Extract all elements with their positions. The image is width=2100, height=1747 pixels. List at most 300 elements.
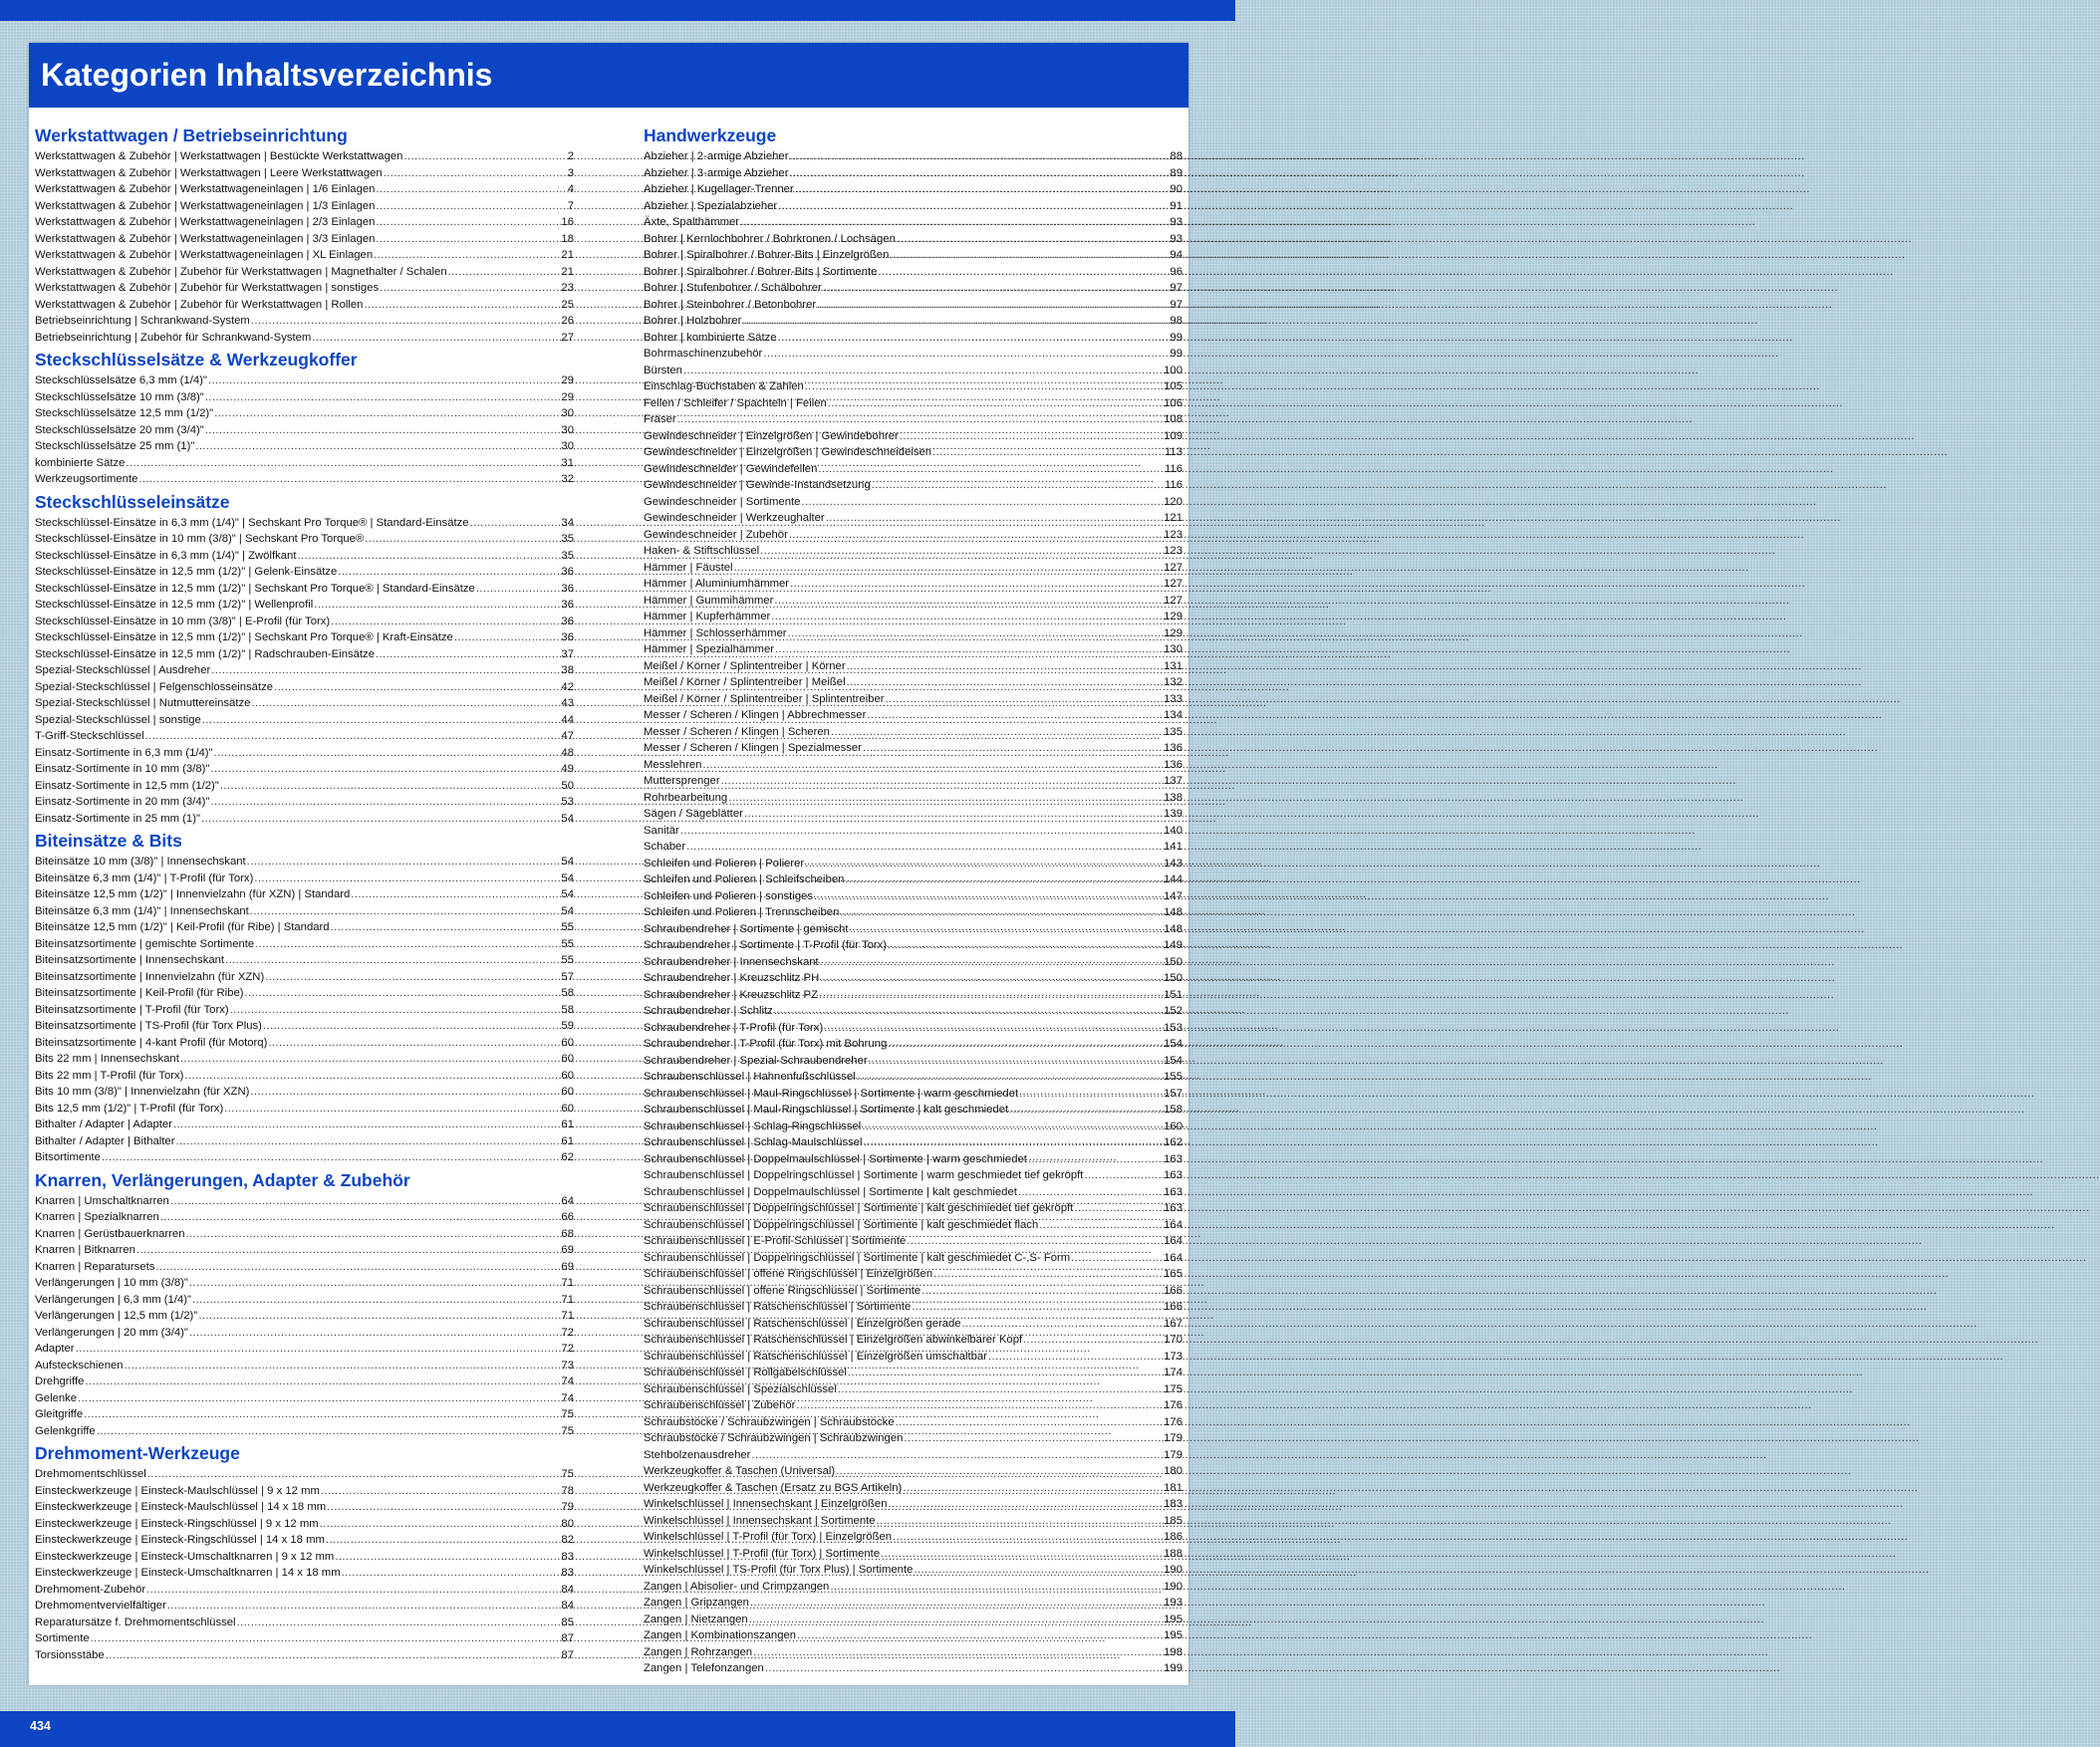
dot-leader xyxy=(247,854,561,871)
dot-leader xyxy=(365,531,560,548)
dot-leader xyxy=(202,712,561,729)
toc-entry-page: 130 xyxy=(1164,643,1182,655)
toc-entry-page: 74 xyxy=(561,1391,574,1404)
toc-entry-label: Schraubenschlüssel | Ratschenschlüssel | Einzelgrößen umschaltbar xyxy=(644,1350,987,1363)
toc-entry-label: Bitsortimente xyxy=(35,1151,101,1163)
toc-entry-page: 91 xyxy=(1170,199,1182,212)
dot-leader xyxy=(805,378,1163,395)
toc-entry-label: Schraubenschlüssel | offene Ringschlüssel | Einzelgrößen xyxy=(644,1268,933,1280)
dot-leader xyxy=(338,564,560,581)
toc-entry-page: 88 xyxy=(1170,150,1182,162)
dot-leader xyxy=(750,1595,1163,1612)
toc-entry-page: 53 xyxy=(561,796,574,808)
toc-entry xyxy=(35,231,574,248)
dot-leader xyxy=(828,395,1163,412)
toc-entry xyxy=(644,1660,1182,1677)
toc-entry-page: 188 xyxy=(1164,1547,1182,1560)
toc-entry xyxy=(644,593,1182,610)
dot-leader xyxy=(850,921,1164,938)
toc-entry-label: Einsatz-Sortimente in 25 mm (1)" xyxy=(35,812,200,825)
top-bar xyxy=(0,0,1235,21)
toc-entry xyxy=(35,405,574,422)
toc-entry-label: Schraubenschlüssel | offene Ringschlüssel | Sortimente xyxy=(644,1284,921,1297)
toc-entry-page: 44 xyxy=(561,713,574,726)
toc-entry-page: 138 xyxy=(1164,791,1182,804)
dot-leader xyxy=(988,1349,1163,1366)
toc-entry xyxy=(644,330,1182,347)
toc-entry xyxy=(644,543,1182,560)
toc-entry-page: 148 xyxy=(1164,922,1182,935)
toc-entry-label: Bohrer | kombinierte Sätze xyxy=(644,331,777,344)
toc-entry xyxy=(35,1292,574,1309)
toc-entry xyxy=(644,1266,1182,1283)
page-number: 434 xyxy=(30,1719,51,1733)
toc-entry xyxy=(644,1414,1182,1431)
dot-leader xyxy=(255,936,560,953)
toc-entry-label: Steckschlüssel-Einsätze in 12,5 mm (1/2)" | Sechskant Pro Torque® | Standard-Einsätze xyxy=(35,582,475,595)
section-title: Steckschlüsseleinsätze xyxy=(35,491,230,512)
dot-leader xyxy=(364,297,560,314)
toc-entry-page: 141 xyxy=(1164,841,1182,853)
dot-leader xyxy=(763,346,1169,363)
dot-leader xyxy=(327,1499,560,1516)
dot-leader xyxy=(106,1647,561,1664)
toc-entry xyxy=(35,313,574,330)
toc-entry xyxy=(644,954,1182,971)
page-title: Kategorien Inhaltsverzeichnis xyxy=(29,43,1188,108)
toc-entry-label: Adapter xyxy=(35,1343,75,1355)
toc-entry xyxy=(644,477,1182,494)
toc-entry-label: Aufsteckschienen xyxy=(35,1359,124,1372)
toc-entry xyxy=(644,1644,1182,1661)
toc-entry-page: 152 xyxy=(1164,1005,1182,1017)
toc-entry-label: Bohrer | Kernlochbohrer / Bohrkronen / Lochsägen xyxy=(644,232,896,245)
section-title: Biteinsätze & Bits xyxy=(35,831,182,851)
toc-entry-label: Winkelschlüssel | T-Profil (für Torx) | Einzelgrößen xyxy=(644,1531,893,1543)
toc-entry-label: Reparatursätze f. Drehmomentschlüssel xyxy=(35,1616,236,1628)
dot-leader xyxy=(1074,1200,1163,1217)
toc-entry-page: 105 xyxy=(1164,380,1182,392)
toc-entry-label: Gelenke xyxy=(35,1391,78,1404)
toc-entry xyxy=(644,806,1182,823)
toc-entry-label: Verlängerungen | 6,3 mm (1/4)" xyxy=(35,1293,192,1306)
toc-entry xyxy=(35,1193,574,1210)
toc-entry xyxy=(35,214,574,231)
toc-entry xyxy=(644,444,1182,461)
dot-leader xyxy=(1009,1102,1163,1119)
toc-entry xyxy=(644,1053,1182,1070)
dot-leader xyxy=(331,614,560,630)
dot-leader xyxy=(214,405,560,422)
toc-entry-label: Zangen | Rohrzangen xyxy=(644,1645,753,1658)
toc-entry-label: Hämmer | Schlosserhämmer xyxy=(644,626,787,639)
toc-entry-label: Schleifen und Polieren | sonstiges xyxy=(644,889,813,902)
toc-entry-label: Schraubenschlüssel | Maul-Ringschlüssel | Sortimente | kalt geschmiedet xyxy=(644,1104,1009,1116)
toc-entry-page: 36 xyxy=(561,615,574,627)
dot-leader xyxy=(900,428,1163,445)
toc-entry-page: 98 xyxy=(1170,315,1182,327)
dot-leader xyxy=(250,903,561,920)
toc-entry-page: 49 xyxy=(561,763,574,775)
toc-entry-page: 50 xyxy=(561,779,574,792)
toc-entry-label: Einsteckwerkzeuge | Einsteck-Maulschlüssel | 14 x 18 mm xyxy=(35,1501,327,1513)
toc-entry xyxy=(35,1101,574,1118)
dot-leader xyxy=(180,1051,561,1068)
toc-entry-label: Drehmomentvervielfältiger xyxy=(35,1600,166,1612)
toc-entry-page: 61 xyxy=(561,1119,574,1130)
toc-entry-label: Knarren | Reparatursets xyxy=(35,1260,155,1273)
toc-entry xyxy=(35,871,574,887)
toc-entry-label: Abzieher | 2-armige Abzieher xyxy=(644,150,789,162)
toc-entry-label: Bohrer | Steinbohrer / Betonbohrer xyxy=(644,298,817,311)
toc-entry-label: Verlängerungen | 10 mm (3/8)" xyxy=(35,1277,188,1289)
toc-entry-label: Drehgriffe xyxy=(35,1375,85,1387)
toc-entry xyxy=(35,148,574,165)
dot-leader xyxy=(904,1430,1163,1447)
toc-entry xyxy=(35,1035,574,1052)
toc-entry-page: 116 xyxy=(1164,479,1182,491)
section-title: Drehmoment-Werkzeuge xyxy=(35,1443,240,1463)
toc-entry-label: Knarren | Bitknarren xyxy=(35,1244,135,1256)
bottom-bar xyxy=(0,1711,1235,1747)
toc-entry-label: Verlängerungen | 12,5 mm (1/2)" xyxy=(35,1310,198,1322)
dot-leader xyxy=(933,1266,1163,1283)
toc-entry-page: 55 xyxy=(561,921,574,933)
toc-entry-page: 127 xyxy=(1164,594,1182,607)
toc-entry xyxy=(35,1647,574,1664)
toc-entry xyxy=(644,1397,1182,1414)
dot-leader xyxy=(195,438,560,455)
toc-entry xyxy=(35,936,574,953)
toc-entry-page: 25 xyxy=(561,298,574,311)
dot-leader xyxy=(1018,1184,1163,1201)
dot-leader xyxy=(1019,1086,1163,1103)
toc-entry-page: 193 xyxy=(1164,1597,1182,1609)
dot-leader xyxy=(890,247,1169,264)
dot-leader xyxy=(848,1365,1163,1381)
section-title: Steckschlüsselsätze & Werkzeugkoffer xyxy=(35,350,358,370)
dot-leader xyxy=(932,444,1164,461)
dot-leader xyxy=(331,919,561,936)
toc-entry-label: Steckschlüssel-Einsätze in 10 mm (3/8)" | E-Profil (für Torx) xyxy=(35,615,331,627)
toc-entry-page: 30 xyxy=(561,423,574,436)
toc-entry-page: 16 xyxy=(561,216,574,228)
dot-leader xyxy=(753,1644,1163,1661)
dot-leader xyxy=(184,1068,560,1085)
toc-entry-label: kombinierte Sätze xyxy=(35,456,126,469)
dot-leader xyxy=(205,389,561,406)
toc-entry-label: Abzieher | Kugellager-Trenner xyxy=(644,183,794,195)
toc-entry-page: 21 xyxy=(561,249,574,261)
toc-entry-label: Gleitgriffe xyxy=(35,1408,84,1420)
dot-leader xyxy=(263,1018,561,1035)
toc-entry-label: Spezial-Steckschlüssel | Felgenschlosseinsätze xyxy=(35,680,274,693)
toc-entry xyxy=(644,1496,1182,1513)
dot-leader xyxy=(760,543,1163,560)
toc-entry xyxy=(644,1069,1182,1086)
toc-entry-label: Hämmer | Aluminiumhämmer xyxy=(644,578,790,590)
toc-entry-page: 129 xyxy=(1164,626,1182,639)
toc-entry-label: Bohrer | Holzbohrer xyxy=(644,315,742,327)
toc-entry-page: 136 xyxy=(1164,742,1182,754)
dot-leader xyxy=(820,954,1163,971)
dot-leader xyxy=(376,646,560,663)
dot-leader xyxy=(869,1053,1164,1070)
toc-entry-label: Schraubstöcke / Schraubzwingen | Schraubstöcke xyxy=(644,1415,895,1428)
toc-entry xyxy=(35,422,574,439)
toc-entry-page: 170 xyxy=(1164,1334,1182,1346)
toc-entry xyxy=(644,641,1182,658)
toc-entry-page: 29 xyxy=(561,374,574,386)
toc-entry-page: 35 xyxy=(561,549,574,562)
toc-entry-label: Meißel / Körner / Splintentreiber | Körner xyxy=(644,659,846,672)
toc-entry-page: 2 xyxy=(567,150,574,162)
toc-entry xyxy=(644,823,1182,840)
dot-leader xyxy=(749,1612,1163,1628)
toc-entry xyxy=(644,1627,1182,1644)
toc-entry-label: Werkzeugsortimente xyxy=(35,473,138,485)
toc-entry-label: Torsionsstäbe xyxy=(35,1648,105,1661)
dot-leader xyxy=(886,691,1164,708)
dot-leader xyxy=(857,1069,1163,1086)
toc-entry-page: 160 xyxy=(1164,1120,1182,1132)
toc-entry-page: 78 xyxy=(561,1484,574,1497)
dot-leader xyxy=(225,952,560,969)
toc-entry-label: Werkstattwagen & Zubehör | Werkstattwagen | Bestückte Werkstattwagen xyxy=(35,150,403,162)
toc-entry-label: Einsatz-Sortimente in 10 mm (3/8)" xyxy=(35,763,210,775)
toc-entry xyxy=(35,471,574,488)
toc-entry xyxy=(644,839,1182,856)
dot-leader xyxy=(454,629,561,646)
dot-leader xyxy=(470,515,561,532)
dot-leader xyxy=(863,740,1163,757)
dot-leader xyxy=(728,790,1163,807)
dot-leader xyxy=(173,1117,560,1133)
toc-entry xyxy=(35,1226,574,1243)
toc-entry-page: 157 xyxy=(1164,1087,1182,1100)
toc-entry xyxy=(35,1242,574,1259)
toc-entry-label: Bohrer | Spiralbohrer / Bohrer-Bits | Sortimente xyxy=(644,265,878,278)
dot-leader xyxy=(254,871,560,887)
dot-leader xyxy=(155,1259,560,1276)
toc-entry-label: Gewindeschneider | Werkzeughalter xyxy=(644,512,825,524)
toc-entry-label: Steckschlüssel-Einsätze in 6,3 mm (1/4)" | Sechskant Pro Torque® | Standard-Einsätze xyxy=(35,516,469,529)
toc-entry-label: Steckschlüssel-Einsätze in 12,5 mm (1/2)" | Gelenk-Einsätze xyxy=(35,566,338,578)
toc-entry xyxy=(35,1275,574,1292)
dot-leader xyxy=(170,1193,561,1210)
toc-entry-page: 37 xyxy=(561,647,574,660)
toc-entry-page: 173 xyxy=(1164,1350,1182,1363)
toc-entry xyxy=(644,1283,1182,1300)
toc-entry-page: 176 xyxy=(1164,1399,1182,1411)
dot-leader xyxy=(775,641,1163,658)
toc-entry xyxy=(644,1250,1182,1267)
dot-leader xyxy=(867,707,1163,724)
toc-entry-label: Biteinsatzsortimente | 4-kant Profil (für Motorq) xyxy=(35,1036,268,1049)
toc-entry xyxy=(35,1516,574,1533)
dot-leader xyxy=(211,662,560,679)
toc-entry-label: Spezial-Steckschlüssel | Nutmuttereinsätze xyxy=(35,697,251,709)
dot-leader xyxy=(914,1562,1163,1579)
toc-entry xyxy=(35,761,574,778)
toc-entry xyxy=(35,1598,574,1615)
dot-leader xyxy=(250,1084,560,1101)
toc-entry-label: Schraubenschlüssel | Schlag-Ringschlüssel xyxy=(644,1120,862,1132)
toc-entry xyxy=(35,597,574,614)
toc-entry-label: Sanitär xyxy=(644,824,679,837)
dot-leader xyxy=(167,1598,561,1615)
toc-entry-label: Zangen | Nietzangen xyxy=(644,1613,748,1625)
dot-leader xyxy=(320,1516,561,1533)
dot-leader xyxy=(230,1002,561,1019)
toc-entry-label: Werkstattwagen & Zubehör | Werkstattwageneinlagen | 1/3 Einlagen xyxy=(35,199,376,212)
toc-entry xyxy=(35,712,574,729)
toc-entry xyxy=(644,609,1182,625)
toc-entry-page: 58 xyxy=(561,1003,574,1016)
toc-entry xyxy=(644,494,1182,511)
toc-entry-label: Meißel / Körner / Splintentreiber | Meißel xyxy=(644,676,846,688)
toc-entry xyxy=(35,679,574,696)
toc-entry-label: Messer / Scheren / Klingen | Scheren xyxy=(644,725,830,738)
toc-entry xyxy=(644,428,1182,445)
toc-entry-page: 35 xyxy=(561,533,574,545)
toc-entry-label: Knarren | Gerüstbauerknarren xyxy=(35,1227,185,1240)
toc-entry xyxy=(644,576,1182,593)
toc-entry xyxy=(35,695,574,712)
toc-entry xyxy=(644,560,1182,577)
dot-leader xyxy=(801,494,1163,511)
dot-leader xyxy=(765,1660,1163,1677)
dot-leader xyxy=(237,1615,561,1631)
toc-entry-label: Werkstattwagen & Zubehör | Werkstattwageneinlagen | 2/3 Einlagen xyxy=(35,216,376,228)
dot-leader xyxy=(805,856,1163,873)
toc-entry xyxy=(644,346,1182,363)
toc-entry-page: 26 xyxy=(561,315,574,327)
toc-entry-label: Biteinsätze 12,5 mm (1/2)" | Innenvielzahn (für XZN) | Standard xyxy=(35,888,351,900)
toc-entry-page: 71 xyxy=(561,1277,574,1289)
dot-leader xyxy=(864,1134,1164,1151)
toc-entry xyxy=(644,1612,1182,1628)
section-title: Werkstattwagen / Betriebseinrichtung xyxy=(35,125,348,145)
toc-entry-page: 42 xyxy=(561,680,574,693)
toc-entry xyxy=(644,856,1182,873)
toc-entry-label: Einsteckwerkzeuge | Einsteck-Ringschlüssel | 9 x 12 mm xyxy=(35,1517,319,1530)
toc-entry-label: Werkstattwagen & Zubehör | Werkstattwageneinlagen | 1/6 Einlagen xyxy=(35,183,376,195)
dot-leader xyxy=(201,811,560,828)
toc-entry xyxy=(644,280,1182,297)
dot-leader xyxy=(881,1546,1163,1563)
dot-leader xyxy=(78,1390,560,1407)
dot-leader xyxy=(265,969,560,986)
dot-leader xyxy=(91,1630,561,1647)
dot-leader xyxy=(921,1283,1163,1300)
toc-entry xyxy=(35,1149,574,1166)
dot-leader xyxy=(896,1414,1164,1431)
toc-entry xyxy=(644,1151,1182,1168)
toc-entry xyxy=(35,1373,574,1390)
toc-entry-page: 27 xyxy=(561,331,574,344)
toc-entry-label: Bits 22 mm | Innensechskant xyxy=(35,1053,179,1065)
toc-entry-label: Einsteckwerkzeuge | Einsteck-Umschaltknarren | 14 x 18 mm xyxy=(35,1567,341,1579)
toc-entry xyxy=(644,1086,1182,1103)
toc-entry-label: Gelenkgriffe xyxy=(35,1424,96,1437)
toc-entry-label: Bithalter / Adapter | Bithalter xyxy=(35,1134,175,1147)
dot-leader xyxy=(677,411,1164,428)
dot-leader xyxy=(198,1308,560,1325)
toc-entry-page: 134 xyxy=(1164,709,1182,721)
toc-entry-label: Fräser xyxy=(644,413,676,425)
dot-leader xyxy=(872,477,1164,494)
dot-leader xyxy=(734,560,1164,577)
toc-entry xyxy=(35,1209,574,1226)
dot-leader xyxy=(877,1513,1164,1530)
dot-leader xyxy=(326,1532,561,1549)
toc-entry-label: Schraubenschlüssel | Doppelringschlüssel | Sortimente | warm geschmiedet tief gekröpft xyxy=(644,1169,1084,1181)
dot-leader xyxy=(1071,1250,1163,1267)
toc-entry-label: Schraubstöcke / Schraubzwingen | Schraubzwingen xyxy=(644,1432,904,1444)
dot-leader xyxy=(160,1209,561,1226)
dot-leader xyxy=(297,548,560,565)
dot-leader xyxy=(897,231,1170,248)
toc-entry xyxy=(35,646,574,663)
toc-entry-page: 57 xyxy=(561,970,574,983)
dot-leader xyxy=(84,1406,560,1423)
dot-leader xyxy=(126,455,560,472)
toc-entry-label: Gewindeschneider | Einzelgrößen | Gewindeschneideisen xyxy=(644,446,932,458)
toc-entry-label: Zangen | Kombinationszangen xyxy=(644,1629,797,1641)
toc-entry-page: 151 xyxy=(1164,988,1182,1001)
toc-entry-page: 30 xyxy=(561,407,574,419)
dot-leader xyxy=(742,313,1169,330)
toc-entry xyxy=(35,1423,574,1440)
dot-leader xyxy=(862,1119,1163,1135)
toc-entry-page: 120 xyxy=(1164,495,1182,508)
toc-entry xyxy=(644,921,1182,938)
toc-entry xyxy=(644,297,1182,314)
toc-entry-label: Gewindeschneider | Sortimente xyxy=(644,495,801,508)
section-title: Knarren, Verlängerungen, Adapter & Zubehör xyxy=(35,1169,410,1190)
toc-entry-page: 136 xyxy=(1164,758,1182,771)
dot-leader xyxy=(448,264,561,281)
dot-leader xyxy=(1023,1332,1163,1349)
toc-entry-page: 54 xyxy=(561,872,574,884)
toc-entry-label: Schraubendreher | Kreuzschlitz PH xyxy=(644,972,820,984)
dot-leader xyxy=(797,1627,1163,1644)
toc-entry xyxy=(644,1513,1182,1530)
toc-entry-page: 175 xyxy=(1164,1382,1182,1395)
toc-entry xyxy=(35,1018,574,1035)
dot-leader xyxy=(903,1480,1163,1497)
toc-entry-page: 96 xyxy=(1170,265,1182,278)
toc-entry xyxy=(644,1480,1182,1497)
toc-entry-page: 34 xyxy=(561,516,574,529)
toc-entry-label: Steckschlüsselsätze 12,5 mm (1/2)" xyxy=(35,407,214,419)
toc-entry-page: 36 xyxy=(561,566,574,578)
toc-entry-page: 97 xyxy=(1170,282,1182,294)
toc-entry-label: Sortimente xyxy=(35,1632,90,1644)
toc-entry xyxy=(644,1349,1182,1366)
toc-entry-label: Werkstattwagen & Zubehör | Werkstattwagen | Leere Werkstattwagen xyxy=(35,166,383,179)
toc-entry-label: Messer / Scheren / Klingen | Abbrechmesser xyxy=(644,709,867,721)
toc-entry-label: Äxte, Spalthämmer xyxy=(644,216,740,228)
toc-entry-page: 74 xyxy=(561,1375,574,1387)
dot-leader xyxy=(1028,1151,1163,1168)
toc-entry-page: 87 xyxy=(561,1648,574,1661)
dot-leader xyxy=(721,773,1164,790)
toc-entry xyxy=(35,728,574,745)
toc-entry xyxy=(35,581,574,598)
toc-entry-page: 144 xyxy=(1164,874,1182,885)
